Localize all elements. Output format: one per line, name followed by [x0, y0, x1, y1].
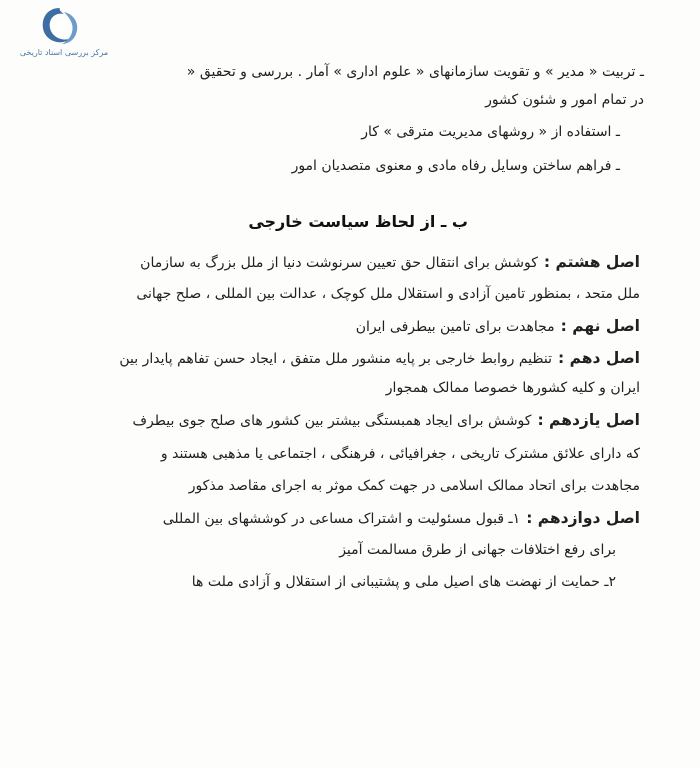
article-line — [356, 316, 640, 337]
article-lead: اصل دهم : — [558, 349, 640, 367]
article-lead: اصل هشتم : — [543, 253, 640, 271]
intro-line: ـ استفاده از « روشهای مدیریت مترقی » کار — [361, 124, 620, 140]
article-lead: اصل یازدهم : — [537, 411, 640, 429]
article-text: کوشش برای انتقال حق تعیین سرنوشت دنیا از ملل بزرگ به سازمان — [140, 255, 538, 271]
article-line — [140, 252, 640, 273]
article-lead: اصل دوازدهم : — [526, 509, 640, 527]
article-lead: اصل نهم : — [560, 317, 640, 335]
archive-watermark — [14, 4, 110, 66]
article-line: مجاهدت برای اتحاد ممالک اسلامی در جهت کمک موثر به اجرای مقاصد مذکور — [188, 478, 640, 494]
article-text: مجاهدت برای تامین بیطرفی ایران — [355, 319, 555, 335]
intro-line: ـ فراهم ساختن وسایل رفاه مادی و معنوی متصدیان امور — [291, 158, 620, 174]
article-line: ملل متحد ، بمنظور تامین آزادی و استقلال ملل کوچک ، عدالت بین المللی ، صلح جهانی — [136, 286, 640, 302]
article-line: ۲ـ حمایت از نهضت های اصیل ملی و پشتیبانی از استقلال و آزادی ملت ها — [191, 574, 616, 590]
article-text: ۱ـ قبول مسئولیت و اشتراک مساعی در کوششهای بین المللی — [162, 511, 521, 527]
article-line: که دارای علائق مشترک تاریخی ، جغرافیائی ، فرهنگی ، اجتماعی یا مذهبی هستند و — [160, 446, 640, 462]
article-text: کوشش برای ایجاد همبستگی بیشتر بین کشور های صلح جوی بیطرف — [132, 413, 532, 429]
article-line — [163, 508, 640, 529]
article-line: ایران و کلیه کشورها خصوصا ممالک همجوار — [385, 380, 640, 396]
intro-line: ـ تربیت « مدیر » و تقویت سازمانهای « علوم اداری » آمار . بررسی و تحقیق « — [186, 64, 644, 80]
article-line: برای رفع اختلافات جهانی از طرق مسالمت آمیز — [339, 542, 616, 558]
watermark-caption: مرکز بررسی اسناد تاریخی — [19, 48, 109, 57]
archive-logo-icon — [34, 4, 86, 48]
article-line — [119, 348, 640, 369]
intro-line: در تمام امور و شئون کشور — [485, 92, 644, 108]
article-text: تنظیم روابط خارجی بر پایه منشور ملل متفق ، ایجاد حسن تفاهم پایدار بین — [119, 351, 553, 367]
article-line — [133, 410, 640, 431]
section-heading: ب ـ از لحاظ سیاست خارجی — [248, 212, 468, 231]
